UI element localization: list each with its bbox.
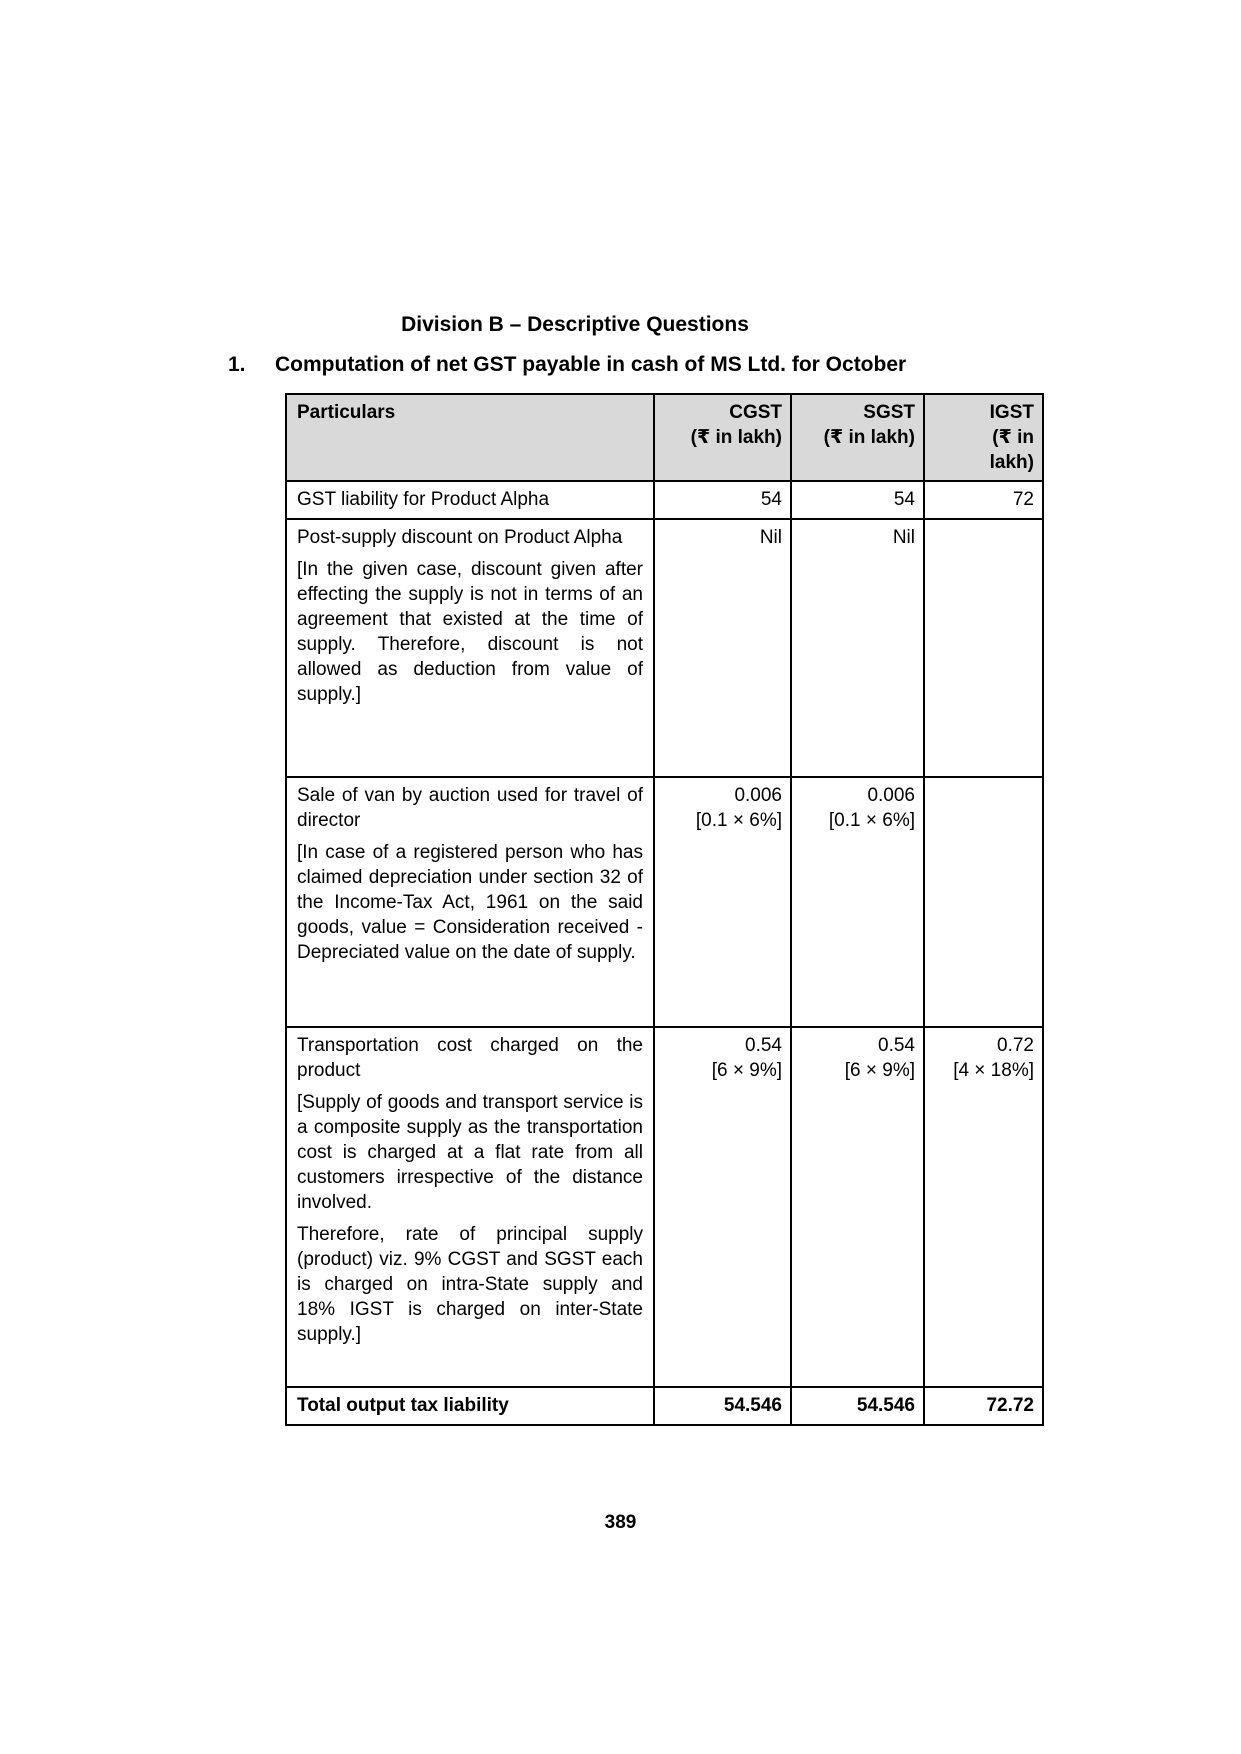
- header-igst-unit-line1: (₹ in: [992, 427, 1034, 448]
- cell-particulars: [286, 1027, 654, 1387]
- row-note: [In case of a registered person who has claimed depreciation under section 32 of the Income-Tax Act, 1961 on the said goods, value = Consideration received - Depreciated value on the date of supply.: [297, 842, 643, 963]
- gst-computation-table: [285, 393, 1044, 1426]
- cell-working: [4 × 18%]: [953, 1060, 1034, 1081]
- row-text: Transportation cost charged on the product: [297, 1035, 643, 1081]
- cell-value: Nil: [759, 527, 782, 548]
- cell-working: [0.1 × 6%]: [695, 810, 782, 831]
- cell-value: Nil: [892, 527, 915, 548]
- row-note: Therefore, rate of principal supply (product) viz. 9% CGST and SGST each is charged on intra-State supply and 18% IGST is charged on inter-State supply.]: [297, 1224, 643, 1345]
- page-number: 389: [604, 1512, 637, 1533]
- cell-value: 0.54: [878, 1035, 915, 1056]
- header-sgst-label: SGST: [863, 402, 915, 423]
- item-heading: [228, 352, 1058, 378]
- cell-igst: [924, 519, 1043, 777]
- row-text: GST liability for Product Alpha: [297, 489, 550, 510]
- cell-particulars: [286, 519, 654, 777]
- header-sgst: [791, 394, 924, 481]
- row-note: [Supply of goods and transport service is a composite supply as the transportation cost is charged at a flat rate from all customers irrespective of the distance involved.: [297, 1092, 643, 1213]
- cell-value: 54: [893, 489, 915, 510]
- table-header-row: [286, 394, 1043, 481]
- cell-cgst: [654, 777, 791, 1027]
- cell-particulars: [286, 777, 654, 1027]
- cell-total-cgst: [654, 1387, 791, 1425]
- cell-working: [0.1 × 6%]: [828, 810, 915, 831]
- header-sgst-unit: (₹ in lakh): [823, 427, 915, 448]
- section-title: Division B – Descriptive Questions: [401, 313, 749, 336]
- cell-particulars: [286, 481, 654, 519]
- table-row: [286, 519, 1043, 777]
- header-cgst-unit: (₹ in lakh): [690, 427, 782, 448]
- table-row: [286, 481, 1043, 519]
- cell-value: 54.546: [723, 1395, 782, 1416]
- item-number: 1.: [228, 353, 246, 376]
- cell-cgst: [654, 519, 791, 777]
- cell-value: 72.72: [986, 1395, 1034, 1416]
- cell-working: [6 × 9%]: [711, 1060, 782, 1081]
- cell-igst: [924, 481, 1043, 519]
- cell-sgst: [791, 1027, 924, 1387]
- cell-sgst: [791, 777, 924, 1027]
- header-igst-unit-line2: lakh): [989, 452, 1034, 473]
- cell-sgst: [791, 519, 924, 777]
- header-particulars: [286, 394, 654, 481]
- cell-working: [6 × 9%]: [844, 1060, 915, 1081]
- row-note: [In the given case, discount given after effecting the supply is not in terms of an agreement that existed at the time of supply. Therefore, discount is not allowed as deduction from value of supply.]: [297, 559, 643, 705]
- item-heading-text: Computation of net GST payable in cash of MS Ltd. for October: [275, 353, 907, 376]
- row-text: Sale of van by auction used for travel of director: [297, 785, 643, 831]
- cell-total-label: [286, 1387, 654, 1425]
- table-row: [286, 777, 1043, 1027]
- cell-value: 54.546: [856, 1395, 915, 1416]
- cell-value: 0.72: [997, 1035, 1034, 1056]
- cell-value: 0.006: [867, 785, 915, 806]
- header-igst-label: IGST: [989, 402, 1034, 423]
- cell-value: 54: [760, 489, 782, 510]
- table-row: [286, 1027, 1043, 1387]
- header-cgst-label: CGST: [729, 402, 782, 423]
- cell-value: 72: [1012, 489, 1034, 510]
- cell-igst: [924, 777, 1043, 1027]
- cell-igst: [924, 1027, 1043, 1387]
- cell-cgst: [654, 481, 791, 519]
- header-particulars-label: Particulars: [297, 402, 396, 423]
- header-cgst: [654, 394, 791, 481]
- cell-value: 0.006: [734, 785, 782, 806]
- cell-sgst: [791, 481, 924, 519]
- row-text: Post-supply discount on Product Alpha: [297, 527, 623, 548]
- cell-value: 0.54: [745, 1035, 782, 1056]
- total-label: Total output tax liability: [297, 1395, 509, 1416]
- cell-cgst: [654, 1027, 791, 1387]
- cell-total-igst: [924, 1387, 1043, 1425]
- header-igst: [924, 394, 1043, 481]
- table-total-row: [286, 1387, 1043, 1425]
- cell-total-sgst: [791, 1387, 924, 1425]
